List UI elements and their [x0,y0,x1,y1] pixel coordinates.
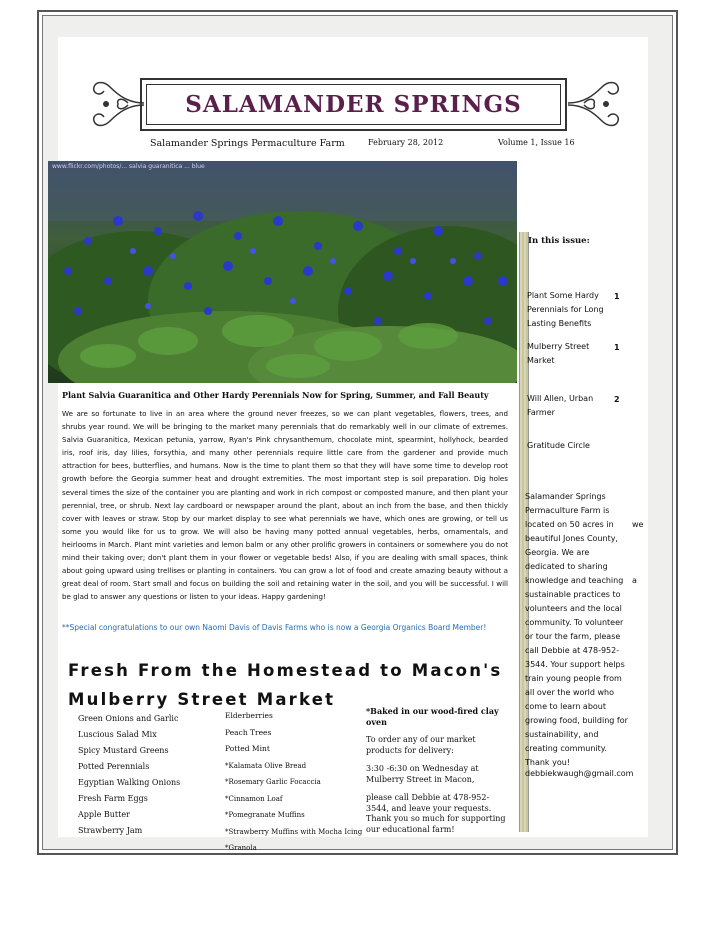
article-headline: Plant Salvia Guaranitica and Other Hardy Perennials Now for Spring, Summer, and Fall Beauty [62,390,489,400]
article-body: We are so fortunate to live in an area where the ground never freezes, so we can plant vegetables, flowers, trees, and shrubs year round. We will be bringing to the market many perennials that do remarkably well in our climate of extremes. Salvia Guaranitica, Mexican petunia, yarrow, Ryan's Pink chrysanthemum, chocolate mint, spearmint, hollyhock, bearded iris, roof iris, day lilies, forsythia, and many other perennials require little care from the gardener and provide much attraction for bees, butterflies, and humans. Now is the time to plant them so that they will have some time to develop root growth before the Georgia summer heat and drought extremities. The most important step is soil preparation. Dig holes several times the size of the container you are planting and work in rich compost or composted manure, and then plant your perennial, tree, or shrub. Next lay cardboard or newspaper around the plant, about an inch from the base, and then thickly cover with leaves or straw. Stop by our market display to see what perennials we have, which ones are growing, or tell us some you would like for us to grow. We will also be having many potted annual vegetables, herbs, ornamentals, and heirlooms in March. Plant mint varieties and lemon balm or any other prolific growers in containers or somewhere you do not mind their taking over; don't plant them in your flower or vegetable beds! Also, if you are dealing with small spaces, think about going upward using trellises or planting in containers. You can grow a lot of food and create amazing beauty without a great deal of room. Start small and focus on building the soil and retaining water in the soil, and you will be successful. I will be glad to answer any questions or listen to your ideas. Happy gardening! [62,409,508,602]
market-heading: Fresh From the Homestead to Macon's Mulberry Street Market [68,661,503,709]
baked-note: *Baked in our wood-fired clay oven [366,706,499,727]
market-item: *Cinnamon Loaf [225,794,283,803]
garden-illustration [48,161,517,383]
market-item: Fresh Farm Eggs [78,794,148,803]
market-item: *Granola [225,844,257,852]
masthead-inner-frame [146,84,561,125]
issue-date: February 28, 2012 [368,138,444,147]
market-column-2 [225,708,362,857]
contact-email[interactable]: debbiekwaugh@gmail.com [525,769,634,778]
market-item: Potted Mint [225,744,270,753]
volume-issue: Volume 1, Issue 16 [498,138,575,147]
right-flourish-ornament [566,73,624,135]
salvia-garden-photo [48,161,517,383]
market-item: *Pomegranate Muffins [225,811,305,819]
market-item: *Kalamata Olive Bread [225,761,307,770]
toc-page-3: 2 [614,395,620,404]
market-item: Green Onions and Garlic [78,714,179,723]
market-item: Strawberry Jam [78,826,143,835]
newsletter-title: SALAMANDER SPRINGS [185,91,522,118]
side-fragment-a: a [632,576,637,585]
order-time: 3:30 -6:30 on Wednesday at Mulberry Street in Macon, [366,764,479,784]
toc-item-3[interactable]: Will Allen, Urban Farmer [527,394,594,417]
photo-credit: www.flickr.com/photos/... salvia guaranitica ... blue [52,163,205,170]
market-item: Spicy Mustard Greens [78,746,169,755]
market-item: *Strawberry Muffins with Mocha Icing [225,827,363,836]
toc-page-1: 1 [614,292,620,301]
market-item: Potted Perennials [78,762,150,771]
market-item: Egyptian Walking Onions [78,778,181,787]
market-item: Luscious Salad Mix [78,730,157,739]
side-fragment-we: we [632,520,644,529]
masthead-box [140,78,567,131]
market-column-1 [78,711,180,839]
market-item: Elderberries [225,711,273,720]
order-intro: To order any of our market products for delivery: [366,735,476,755]
left-flourish-ornament [88,73,146,135]
market-item: Apple Butter [78,810,130,819]
in-this-issue-heading: In this issue: [528,236,590,246]
market-item: Peach Trees [225,727,272,737]
special-congratulations: **Special congratulations to our own Naomi Davis of Davis Farms who is now a Georgia Organics Board Member! [62,623,487,632]
market-item: *Rosemary Garlic Focaccia [225,778,321,786]
farm-about-text: Salamander Springs Permaculture Farm is located on 50 acres in beautiful Jones County, Georgia. We are dedicated to sharing knowledge and teaching sustainable practices to volunteers and the local community. To volunteer or tour the farm, please call Debbie at 478-952-3544. Your support helps train young people from all over the world who come to learn about growing food, building for sustainability, and creating community. Thank you! [525,492,628,767]
toc-item-4[interactable]: Gratitude Circle [527,441,590,450]
toc-item-2[interactable]: Mulberry Street Market [527,342,590,365]
toc-item-1[interactable]: Plant Some Hardy Perennials for Long Lasting Benefits [527,291,604,328]
order-info [366,706,506,843]
toc-page-2: 1 [614,343,620,352]
order-call: please call Debbie at 478-952-3544, and leave your requests. Thank you so much for supporting our educational farm! [366,793,506,834]
farm-name: Salamander Springs Permaculture Farm [150,138,345,149]
